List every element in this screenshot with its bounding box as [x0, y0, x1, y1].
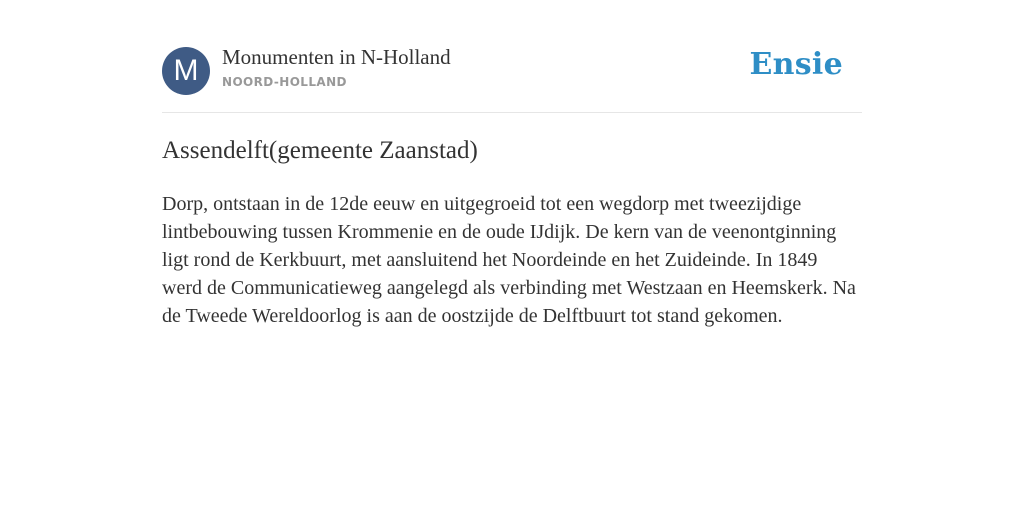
source-avatar[interactable]: M: [162, 47, 210, 95]
entry-body: Dorp, ontstaan in de 12de eeuw en uitgegroeid tot een wegdorp met tweezijdige lintbebouwing tussen Krommenie en de oude IJdijk. De kern van de veenontginning ligt rond de Kerkbuurt, met aansluitend het Noordeinde en het Zuideinde. In 1849 werd de Communicatieweg aangelegd als verbinding met Westzaan en Heemskerk. Na de Tweede Wereldoorlog is aan de oostzijde de Delftbuurt tot stand gekomen.: [162, 193, 856, 327]
entry-card: [162, 0, 862, 327]
entry-title: Assendelft(gemeente Zaanstad): [162, 137, 478, 164]
source-title[interactable]: Monumenten in N-Holland: [222, 45, 451, 69]
card-header: [162, 0, 862, 113]
ensie-logo[interactable]: Ensie: [749, 47, 843, 82]
source-subtitle: NOORD-HOLLAND: [222, 75, 347, 89]
